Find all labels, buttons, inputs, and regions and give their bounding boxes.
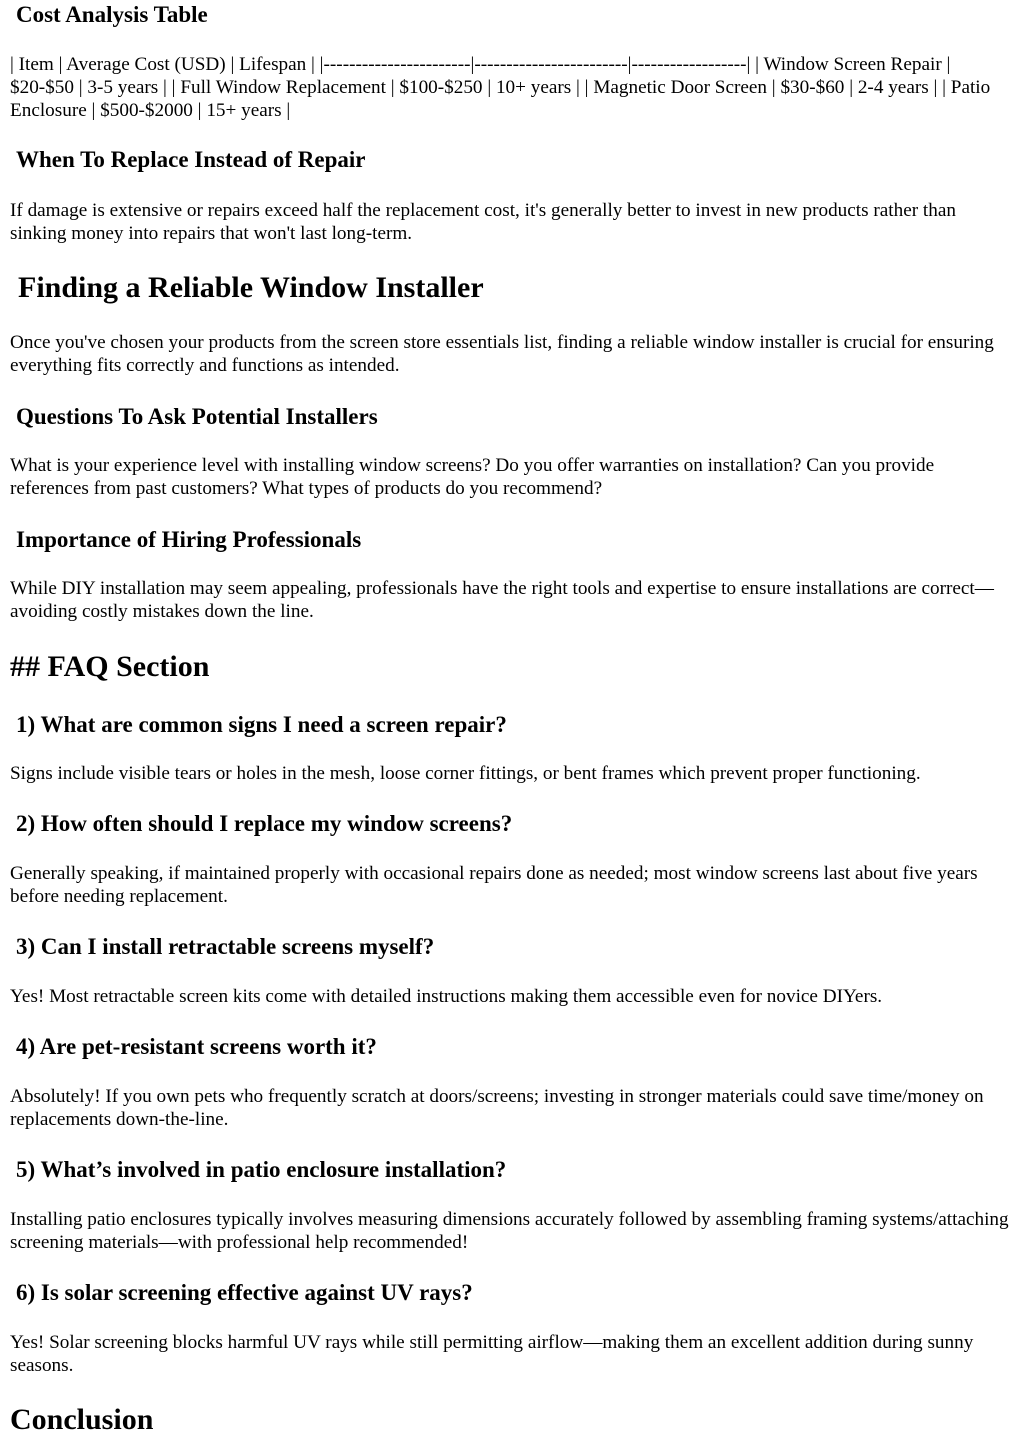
professionals-heading: Importance of Hiring Professionals xyxy=(16,527,362,552)
conclusion-heading: Conclusion xyxy=(10,1403,154,1436)
cost-analysis-heading: Cost Analysis Table xyxy=(16,2,208,27)
installer-paragraph: Once you've chosen your products from the screen store essentials list, finding a reliable window installer is crucial for ensuring everything fits correctly and functions as intended. xyxy=(10,332,994,376)
faq-question-1: 1) What are common signs I need a screen repair? xyxy=(16,712,507,737)
cost-analysis-table-text: | Item | Average Cost (USD) | Lifespan | |-----------------------|------------------------|------------------| | Window Screen Repair | $20-$50 | 3-5 years | | Full Window Replacement | $100-$250 | 10+ years | | Magnetic Door Screen | $30-$60 | 2-4 years | | Patio Enclosure | $500-$2000 | 15+ years | xyxy=(10,54,991,121)
questions-heading: Questions To Ask Potential Installers xyxy=(16,404,378,429)
faq-question-3: 3) Can I install retractable screens myself? xyxy=(16,934,435,959)
faq-answer-3: Yes! Most retractable screen kits come with detailed instructions making them accessible even for novice DIYers. xyxy=(10,986,883,1007)
faq-answer-6: Yes! Solar screening blocks harmful UV rays while still permitting airflow—making them an excellent addition during sunny seasons. xyxy=(10,1332,974,1376)
faq-answer-2: Generally speaking, if maintained properly with occasional repairs done as needed; most window screens last about five years before needing replacement. xyxy=(10,863,978,907)
faq-question-5: 5) What’s involved in patio enclosure installation? xyxy=(16,1157,507,1182)
faq-question-4: 4) Are pet-resistant screens worth it? xyxy=(16,1034,377,1059)
faq-answer-1: Signs include visible tears or holes in the mesh, loose corner fittings, or bent frames which prevent proper functioning. xyxy=(10,763,921,784)
replace-paragraph: If damage is extensive or repairs exceed half the replacement cost, it's generally better to invest in new products rather than sinking money into repairs that won't last long-term. xyxy=(10,200,956,244)
questions-paragraph: What is your experience level with installing window screens? Do you offer warranties on installation? Can you provide references from past customers? What types of products do you recommend? xyxy=(10,455,935,499)
faq-heading: ## FAQ Section xyxy=(10,650,210,683)
faq-question-2: 2) How often should I replace my window screens? xyxy=(16,811,513,836)
installer-heading: Finding a Reliable Window Installer xyxy=(18,271,484,304)
faq-answer-4: Absolutely! If you own pets who frequently scratch at doors/screens; investing in stronger materials could save time/money on replacements down-the-line. xyxy=(10,1086,984,1130)
professionals-paragraph: While DIY installation may seem appealing, professionals have the right tools and expertise to ensure installations are correct—avoiding costly mistakes down the line. xyxy=(10,578,994,622)
replace-heading: When To Replace Instead of Repair xyxy=(16,147,366,172)
faq-answer-5: Installing patio enclosures typically involves measuring dimensions accurately followed by assembling framing systems/attaching screening materials—with professional help recommended! xyxy=(10,1209,1009,1253)
faq-question-6: 6) Is solar screening effective against UV rays? xyxy=(16,1280,473,1305)
